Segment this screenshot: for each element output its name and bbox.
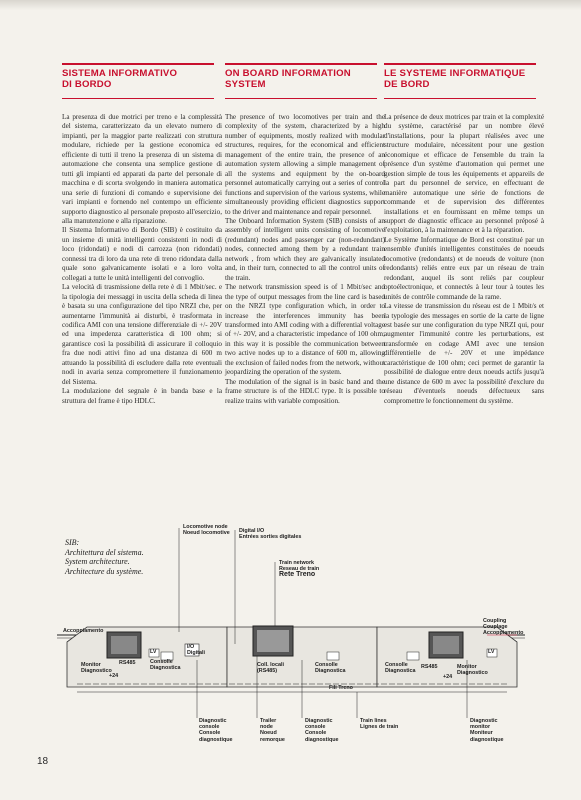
- paragraph: La velocità di trasmissione della rete è di 1 Mbit/sec. e la tipologia dei messaggi in uscita della scheda di linea è basata su una configurazione del tipo NRZI che, per aumentarne l'immunità ai disturbi, è trasformata in codifica AMI con una tensione differenziale di +/- 20V ed una impedenza caratteristica di 100 ohm; si garantisce così la possibilità di assicurare il colloquio fra due nodi attivi fino ad una distanza di 600 m attuando la possibilità di escludere dalla rete eventuali nodi in avaria senza compromettere il funzionamento del Sistema.: [62, 283, 222, 386]
- heading-line: SISTEMA INFORMATIVO: [62, 68, 178, 79]
- heading-line: SYSTEM: [225, 79, 266, 90]
- label-line: Monitor: [81, 662, 101, 668]
- heading-line: LE SYSTEME INFORMATIQUE: [384, 68, 526, 79]
- label-coll-locali: [257, 662, 284, 674]
- label-line: Couplage: [483, 624, 508, 631]
- label-diag-console: [199, 718, 233, 743]
- heading-line: DE BORD: [384, 79, 430, 90]
- page-number: 18: [37, 756, 49, 767]
- label-line: Consolle: [315, 662, 338, 668]
- heading-line: DI BORDO: [62, 79, 112, 90]
- label-line: Diagnostica: [315, 668, 346, 675]
- label-trailer-node: [260, 718, 285, 743]
- label-line: Diagnostic: [470, 718, 498, 724]
- label-train-lines: [360, 718, 398, 730]
- paragraph: The modulation of the signal is in basic band and the frame structure is of the HDLC type. It is possible to realize trains with variable composition.: [225, 377, 385, 405]
- label-line: Moniteur: [470, 730, 493, 737]
- label-line: Coll. locali: [257, 662, 284, 668]
- label-line: diagnostique: [199, 736, 233, 743]
- label-line: Rete Treno: [279, 571, 316, 579]
- label-line: Diagnostica: [385, 668, 416, 675]
- label-line: Noeud locomotive: [183, 530, 230, 537]
- paragraph: La presenza di due motrici per treno e la complessità del sistema, caratterizzato da un elevato numero di impianti, per la maggior parte realizzati con struttura modulare, richiede per la gestione economica ed efficiente di tutti il treno la presenza di un sistema di automazione che consenta una semplice gestione di tutti gli impianti ed apparati da parte del personale di macchina e di scorta svolgendo in maniera automatica una serie di funzioni di comando e supervisione dei vari impianti e fornendo nel contempo un efficiente supporto diagnostico al personale preposto all'esercizio, alla manutenzione e alla riparazione.: [62, 113, 222, 225]
- label-line: Console: [199, 730, 221, 737]
- label-line: diagnostique: [305, 736, 339, 743]
- paragraph: The presence of two locomotives per train and the complexity of the system, characterized by a high number of equipments, mostly realized with modular structures, requires, for the economical and efficient management of the entire train, the presence of an automation system allowing a simple management of all the systems and equipment by the on-board personnel automatically carrying out a series of control functions and supervision of the various systems, while simultaneously providing efficient diagnostics support to the driver and maintenance and repair personnel.: [225, 113, 385, 216]
- label-consolle-left: [150, 659, 181, 671]
- label-consolle-mid: [315, 662, 346, 674]
- label-line: Reseau de train: [279, 566, 320, 573]
- label-line: Lignes de train: [360, 724, 399, 731]
- label-diag-monitor: [470, 718, 504, 743]
- label-diag-console-2: [305, 718, 339, 743]
- label-line: Console: [305, 730, 327, 737]
- heading-french: [384, 63, 536, 99]
- label-line: Locomotive node: [183, 524, 228, 530]
- column-english: [225, 113, 385, 406]
- label-digital-io: [239, 528, 301, 540]
- label-line: Diagnostica: [150, 665, 181, 672]
- label-rs485-left: RS485: [119, 660, 136, 666]
- label-line: Accoppiamento: [483, 630, 524, 637]
- label-line: Monitor: [457, 664, 477, 670]
- label-line: Diagnostic: [305, 718, 333, 724]
- label-line: node: [260, 724, 273, 731]
- paragraph: Le Système Informatique de Bord est constitué par un ensemble d'unités intelligentes constituées de noeuds locomotive (redondants) et de noeuds de voiture (non redondants) reliés entre eux par un réseau de train redondant, auquel ils sont reliés par coupleur optoélectronique, et connectés à leur tour à toutes les unités de contrôle commande de la rame.: [384, 235, 544, 301]
- label-io-digitali: [187, 644, 205, 656]
- label-line: Digitali: [187, 650, 205, 657]
- label-line: Coupling: [483, 618, 507, 624]
- label-coupling: [483, 618, 523, 637]
- label-line: I/O: [187, 644, 195, 650]
- sib-architecture-diagram: [57, 522, 525, 760]
- paragraph: The Onboard Information System (SIB) consists of an assembly of intelligent units consisting of locomotive (redundant) nodes and passenger car (non-redundant) nodes, connected among them by a redundant train network , from which they are galvanically insulated and, in their turn, connected to all the control units of the train.: [225, 216, 385, 282]
- label-loco-node: [183, 524, 230, 536]
- label-consolle-right: [385, 662, 416, 674]
- label-line: console: [199, 724, 220, 731]
- label-line: Entrées sorties digitales: [239, 534, 302, 541]
- label-fili-treno: Fili Treno: [329, 685, 353, 691]
- label-line: Consolle: [150, 659, 173, 665]
- label-line: Digital I/O: [239, 528, 265, 534]
- label-line: Diagnostic: [199, 718, 227, 724]
- column-italian: [62, 113, 222, 406]
- label-line: monitor: [470, 724, 491, 731]
- paragraph: The network transmission speed is of 1 Mbit/sec and the type of output messages from the line card is based on the NRZI type configuration which, in order to increase the interferences immunity has been transformed into AMI coding with a differential voltage of +/- 20V, and a characteristic impedance of 100 ohm; in this way it is possible the communication between two active nodes up to a distance of 600 m, allowing the exclusion of failed nodes from the network, without jeopardizing the operation of the system.: [225, 283, 385, 377]
- label-24v-left: +24: [109, 673, 119, 679]
- scan-shadow: [0, 0, 581, 10]
- label-line: diagnostique: [470, 736, 504, 743]
- label-monitor-right: [457, 664, 488, 676]
- label-line: Train lines: [360, 718, 387, 724]
- caption-line: Architettura del sistema.: [65, 547, 144, 557]
- label-line: Diagnostico: [457, 670, 488, 677]
- label-24v-right: +24: [443, 674, 453, 680]
- label-line: Train network: [279, 560, 315, 566]
- label-line: (RS485): [257, 668, 278, 675]
- label-line: Trailer: [260, 718, 277, 724]
- caption-line: Architecture du système.: [65, 566, 144, 576]
- label-rs485-right: RS485: [421, 664, 438, 670]
- label-line: Consolle: [385, 662, 408, 668]
- label-line: remorque: [260, 736, 285, 743]
- label-line: console: [305, 724, 326, 731]
- paragraph: La modulazione del segnale è in banda base e la struttura del frame è tipo HDLC.: [62, 387, 222, 405]
- label-train-network: [279, 560, 319, 579]
- paragraph: Il Sistema Informativo di Bordo (SIB) è costituito da un insieme di unità intelligenti consistenti in nodi di loco (ridondati) e nodi di carrozza (non ridondati) connessi tra di loro da una rete di treno ridondata dalla quale sono galvanicamente isolati e a loro volta collegati a tutte le unità intelligenti del convoglio.: [62, 226, 222, 282]
- column-french: [384, 113, 544, 406]
- heading-english: [225, 63, 377, 99]
- label-accoppiamento: Accoppiamento: [63, 628, 104, 634]
- label-line: Diagnostico: [81, 668, 112, 675]
- label-monitor-left: [81, 662, 112, 674]
- heading-italian: [62, 63, 214, 99]
- caption-line: System architecture.: [65, 557, 130, 566]
- paragraph: La vitesse de transmission du réseau est de 1 Mbit/s et la typologie des messages en sortie de la carte de ligne est basée sur une configuration du type NRZI qui, pour augmenter l'immunité contre les perturbations, est transformée en codage AMI avec une tension différentielle de +/- 20V et une impédance caractéristique de 100 ohm; ceci permet de garantir la possibilité de dialogue entre deux noeuds actifs jusqu'à une distance de 600 m avec la possibilité d'exclure du réseau d'éventuels noeuds défectueux sans compromettre le fonctionnement du système.: [384, 302, 544, 405]
- caption-line: SIB:: [65, 538, 80, 547]
- paragraph: La présence de deux motrices par train et la complexité du système, caractérisé par un nombre élevé d'installations, pour la plupart réalisées avec une structure modulaire, nécessitent pour une gestion économique et efficace de l'ensemble du train la présence d'un système d'automation qui permet une gestion simple de tous les équipements et appareils de la part du personnel de service, en effectuant de manière automatique une série de fonctions de commande et de supervision des différentes installations et en fournissant en même temps un support de diagnostic efficace au personnel préposé à l'exploitation, à la maintenance et à la réparation.: [384, 113, 544, 235]
- label-lv-left: LV: [150, 649, 157, 655]
- diagram-caption: [65, 538, 144, 576]
- label-lv-right: LV: [488, 649, 495, 655]
- label-line: Noeud: [260, 730, 277, 737]
- heading-line: ON BOARD INFORMATION: [225, 68, 351, 79]
